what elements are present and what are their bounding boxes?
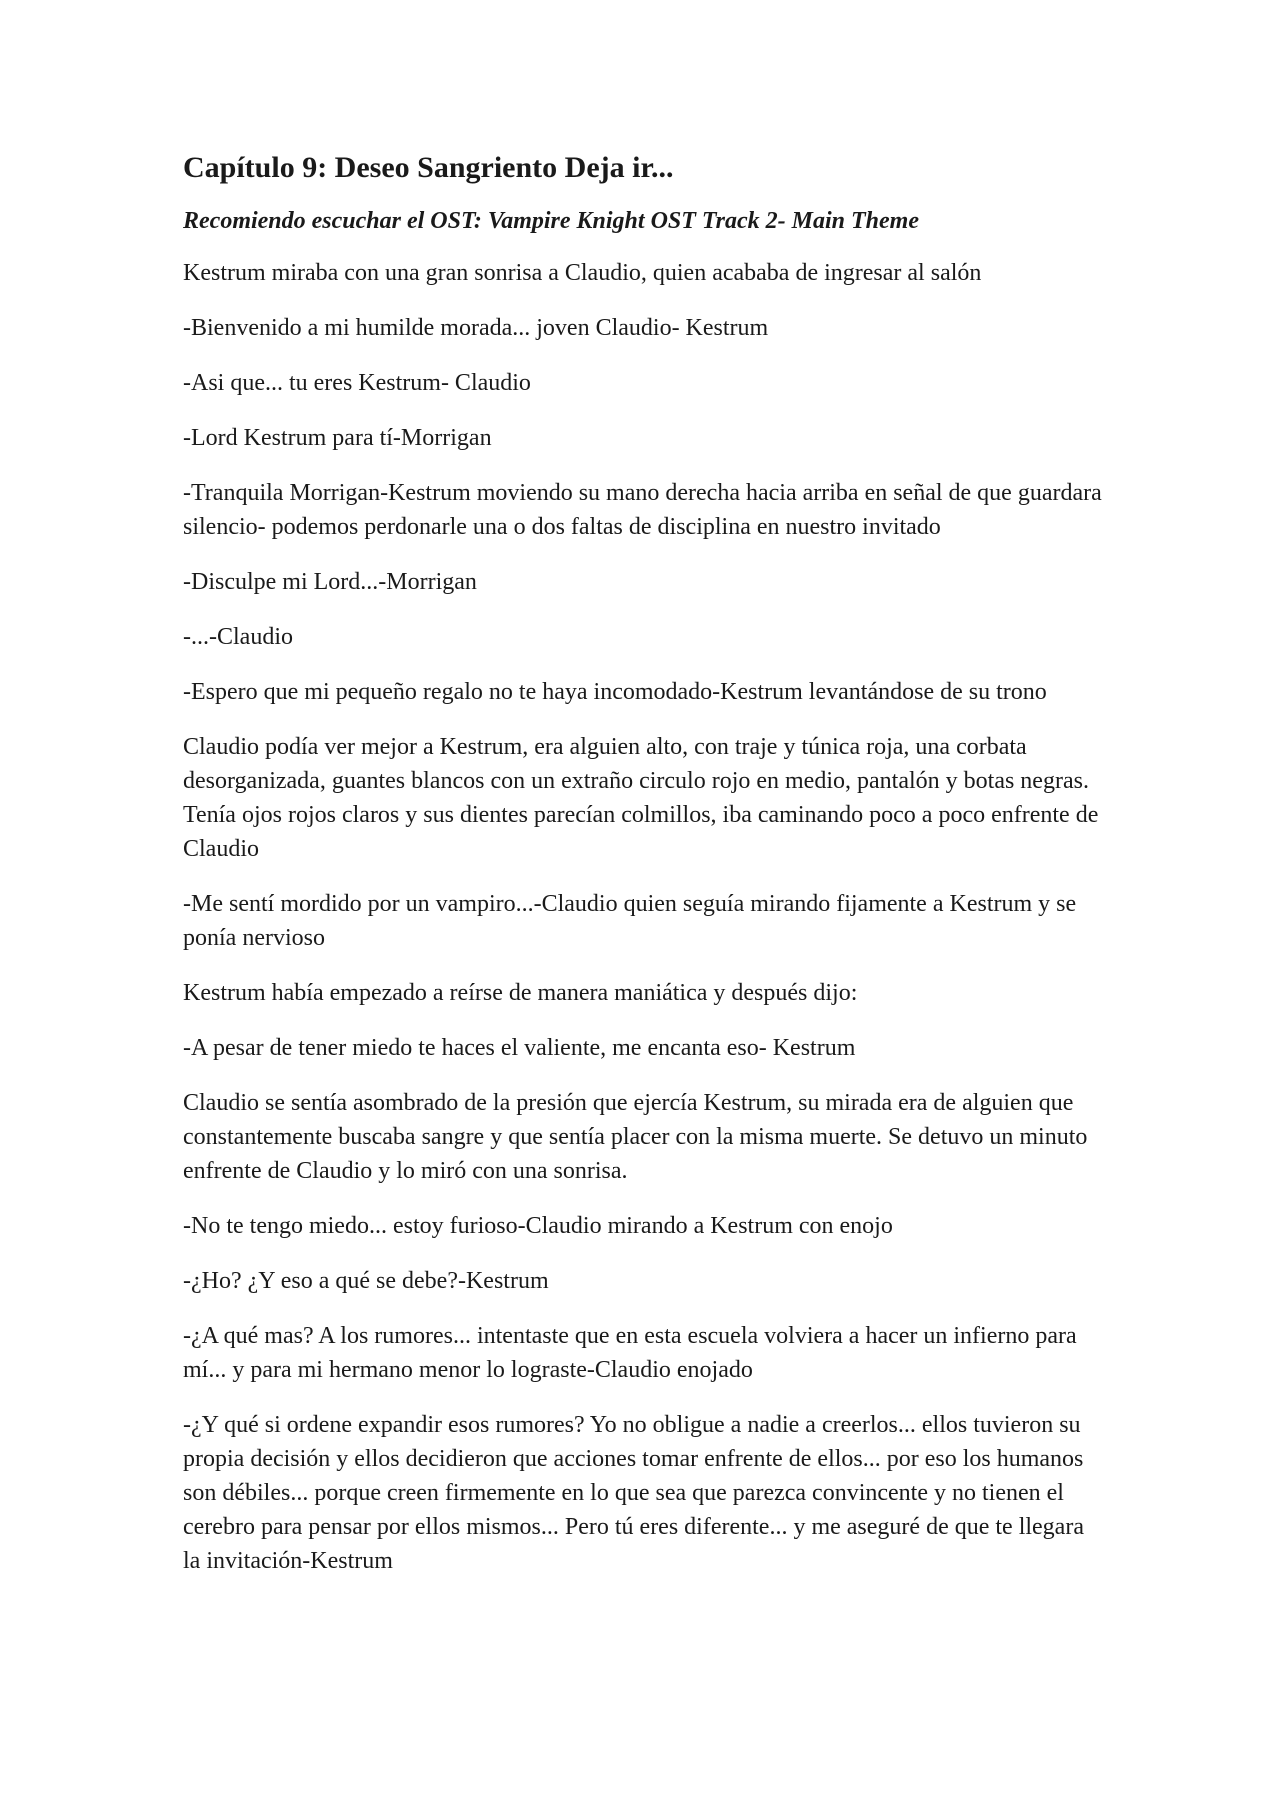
paragraph: -¿Y qué si ordene expandir esos rumores? Yo no obligue a nadie a creerlos... ellos tuvieron su propia decisión y ellos decidieron que acciones tomar enfrente de ellos... por eso los humanos son débiles... porque creen firmemente en lo que sea que parezca convincente y no tienen el cerebro para pensar por ellos mismos... Pero tú eres diferente... y me aseguré de que te llegara la invitación-Kestrum bbox=[183, 1412, 1084, 1574]
chapter-title: Capítulo 9: Deseo Sangriento Deja ir... bbox=[183, 151, 674, 184]
paragraph: -Asi que... tu eres Kestrum- Claudio bbox=[183, 370, 531, 396]
paragraph: -Tranquila Morrigan-Kestrum moviendo su mano derecha hacia arriba en señal de que guardara silencio- podemos perdonarle una o dos faltas de disciplina en nuestro invitado bbox=[183, 480, 1102, 540]
paragraph: -Bienvenido a mi humilde morada... joven Claudio- Kestrum bbox=[183, 315, 769, 341]
paragraph: -Lord Kestrum para tí-Morrigan bbox=[183, 425, 492, 451]
paragraph: Kestrum había empezado a reírse de manera maniática y después dijo: bbox=[183, 980, 858, 1006]
paragraph: Kestrum miraba con una gran sonrisa a Claudio, quien acababa de ingresar al salón bbox=[183, 260, 982, 286]
paragraph: -¿Ho? ¿Y eso a qué se debe?-Kestrum bbox=[183, 1268, 549, 1294]
paragraph: -¿A qué mas? A los rumores... intentaste que en esta escuela volviera a hacer un infierno para mí... y para mi hermano menor lo lograste-Claudio enojado bbox=[183, 1323, 1077, 1383]
music-recommendation: Recomiendo escuchar el OST: Vampire Knight OST Track 2- Main Theme bbox=[183, 208, 919, 234]
paragraph: -Espero que mi pequeño regalo no te haya incomodado-Kestrum levantándose de su trono bbox=[183, 679, 1047, 705]
paragraph: -A pesar de tener miedo te haces el valiente, me encanta eso- Kestrum bbox=[183, 1035, 856, 1061]
paragraph: Claudio se sentía asombrado de la presión que ejercía Kestrum, su mirada era de alguien que constantemente buscaba sangre y que sentía placer con la misma muerte. Se detuvo un minuto enfrente de Claudio y lo miró con una sonrisa. bbox=[183, 1090, 1088, 1184]
paragraph: -Disculpe mi Lord...-Morrigan bbox=[183, 569, 477, 595]
paragraph: Claudio podía ver mejor a Kestrum, era alguien alto, con traje y túnica roja, una corbata desorganizada, guantes blancos con un extraño circulo rojo en medio, pantalón y botas negras. Tenía ojos rojos claros y sus dientes parecían colmillos, iba caminando poco a poco enfrente de Claudio bbox=[183, 734, 1099, 862]
paragraph: -Me sentí mordido por un vampiro...-Claudio quien seguía mirando fijamente a Kestrum y se ponía nervioso bbox=[183, 891, 1077, 951]
paragraph: -No te tengo miedo... estoy furioso-Claudio mirando a Kestrum con enojo bbox=[183, 1213, 893, 1239]
document-body bbox=[183, 150, 1103, 1599]
paragraph: -...-Claudio bbox=[183, 624, 293, 650]
